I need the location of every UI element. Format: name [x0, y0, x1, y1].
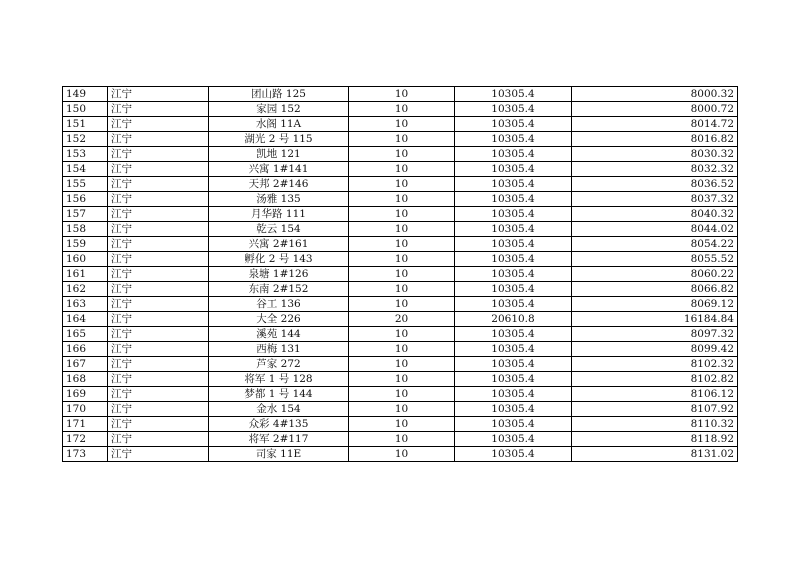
table-row: [63, 132, 738, 147]
quantity-cell: 10: [349, 342, 455, 357]
location-cell: 兴寓 2#161: [209, 237, 349, 252]
location-cell: 金水 154: [209, 402, 349, 417]
amount-cell: 10305.4: [455, 222, 572, 237]
value-cell: 8106.12: [572, 387, 738, 402]
row-number-cell: 172: [63, 432, 108, 447]
table-row: [63, 447, 738, 462]
row-number-cell: 162: [63, 282, 108, 297]
table-row: [63, 192, 738, 207]
district-cell: 江宁: [108, 192, 209, 207]
location-cell: 西梅 131: [209, 342, 349, 357]
location-cell: 团山路 125: [209, 87, 349, 102]
quantity-cell: 10: [349, 327, 455, 342]
amount-cell: 10305.4: [455, 147, 572, 162]
district-cell: 江宁: [108, 222, 209, 237]
table-row: [63, 252, 738, 267]
district-cell: 江宁: [108, 147, 209, 162]
table-row: [63, 312, 738, 327]
row-number-cell: 152: [63, 132, 108, 147]
amount-cell: 10305.4: [455, 102, 572, 117]
value-cell: 8000.72: [572, 102, 738, 117]
location-cell: 兴寓 1#141: [209, 162, 349, 177]
quantity-cell: 10: [349, 447, 455, 462]
location-cell: 凯地 121: [209, 147, 349, 162]
quantity-cell: 10: [349, 132, 455, 147]
location-cell: 芦家 272: [209, 357, 349, 372]
location-cell: 将军 1 号 128: [209, 372, 349, 387]
row-number-cell: 167: [63, 357, 108, 372]
quantity-cell: 10: [349, 117, 455, 132]
district-cell: 江宁: [108, 282, 209, 297]
location-cell: 汤雅 135: [209, 192, 349, 207]
location-cell: 家园 152: [209, 102, 349, 117]
value-cell: 8036.52: [572, 177, 738, 192]
amount-cell: 10305.4: [455, 432, 572, 447]
location-cell: 梦都 1 号 144: [209, 387, 349, 402]
value-cell: 8107.92: [572, 402, 738, 417]
amount-cell: 10305.4: [455, 177, 572, 192]
district-cell: 江宁: [108, 237, 209, 252]
row-number-cell: 153: [63, 147, 108, 162]
value-cell: 8102.82: [572, 372, 738, 387]
quantity-cell: 10: [349, 192, 455, 207]
table-row: [63, 387, 738, 402]
row-number-cell: 169: [63, 387, 108, 402]
quantity-cell: 10: [349, 267, 455, 282]
district-cell: 江宁: [108, 117, 209, 132]
district-cell: 江宁: [108, 252, 209, 267]
amount-cell: 10305.4: [455, 282, 572, 297]
row-number-cell: 161: [63, 267, 108, 282]
location-cell: 孵化 2 号 143: [209, 252, 349, 267]
table-row: [63, 297, 738, 312]
row-number-cell: 166: [63, 342, 108, 357]
value-cell: 8014.72: [572, 117, 738, 132]
table-row: [63, 402, 738, 417]
quantity-cell: 20: [349, 312, 455, 327]
row-number-cell: 168: [63, 372, 108, 387]
district-cell: 江宁: [108, 447, 209, 462]
value-cell: 8016.82: [572, 132, 738, 147]
quantity-cell: 10: [349, 207, 455, 222]
district-cell: 江宁: [108, 207, 209, 222]
district-cell: 江宁: [108, 417, 209, 432]
amount-cell: 10305.4: [455, 207, 572, 222]
location-cell: 天邦 2#146: [209, 177, 349, 192]
amount-cell: 10305.4: [455, 297, 572, 312]
data-table: [62, 86, 738, 462]
quantity-cell: 10: [349, 222, 455, 237]
district-cell: 江宁: [108, 87, 209, 102]
location-cell: 大全 226: [209, 312, 349, 327]
district-cell: 江宁: [108, 267, 209, 282]
district-cell: 江宁: [108, 177, 209, 192]
quantity-cell: 10: [349, 387, 455, 402]
amount-cell: 10305.4: [455, 192, 572, 207]
value-cell: 8000.32: [572, 87, 738, 102]
quantity-cell: 10: [349, 372, 455, 387]
table-row: [63, 237, 738, 252]
district-cell: 江宁: [108, 102, 209, 117]
value-cell: 8110.32: [572, 417, 738, 432]
table-row: [63, 102, 738, 117]
quantity-cell: 10: [349, 147, 455, 162]
district-cell: 江宁: [108, 327, 209, 342]
location-cell: 溪苑 144: [209, 327, 349, 342]
amount-cell: 10305.4: [455, 357, 572, 372]
location-cell: 谷工 136: [209, 297, 349, 312]
value-cell: 8069.12: [572, 297, 738, 312]
row-number-cell: 159: [63, 237, 108, 252]
quantity-cell: 10: [349, 102, 455, 117]
amount-cell: 10305.4: [455, 162, 572, 177]
quantity-cell: 10: [349, 237, 455, 252]
table-row: [63, 282, 738, 297]
district-cell: 江宁: [108, 297, 209, 312]
value-cell: 8102.32: [572, 357, 738, 372]
quantity-cell: 10: [349, 177, 455, 192]
quantity-cell: 10: [349, 252, 455, 267]
table-body: [63, 87, 738, 462]
amount-cell: 10305.4: [455, 252, 572, 267]
location-cell: 月华路 111: [209, 207, 349, 222]
location-cell: 众彩 4#135: [209, 417, 349, 432]
table-row: [63, 222, 738, 237]
value-cell: 8054.22: [572, 237, 738, 252]
row-number-cell: 158: [63, 222, 108, 237]
location-cell: 司家 11E: [209, 447, 349, 462]
row-number-cell: 171: [63, 417, 108, 432]
table-row: [63, 177, 738, 192]
amount-cell: 10305.4: [455, 132, 572, 147]
value-cell: 8055.52: [572, 252, 738, 267]
row-number-cell: 150: [63, 102, 108, 117]
row-number-cell: 165: [63, 327, 108, 342]
row-number-cell: 160: [63, 252, 108, 267]
quantity-cell: 10: [349, 432, 455, 447]
table-row: [63, 147, 738, 162]
district-cell: 江宁: [108, 387, 209, 402]
table-row: [63, 87, 738, 102]
location-cell: 泉塘 1#126: [209, 267, 349, 282]
district-cell: 江宁: [108, 312, 209, 327]
value-cell: 16184.84: [572, 312, 738, 327]
district-cell: 江宁: [108, 402, 209, 417]
table-row: [63, 117, 738, 132]
value-cell: 8032.32: [572, 162, 738, 177]
row-number-cell: 156: [63, 192, 108, 207]
table-row: [63, 432, 738, 447]
quantity-cell: 10: [349, 402, 455, 417]
location-cell: 东南 2#152: [209, 282, 349, 297]
amount-cell: 10305.4: [455, 387, 572, 402]
amount-cell: 10305.4: [455, 87, 572, 102]
row-number-cell: 157: [63, 207, 108, 222]
table-row: [63, 417, 738, 432]
value-cell: 8118.92: [572, 432, 738, 447]
amount-cell: 10305.4: [455, 327, 572, 342]
table-row: [63, 267, 738, 282]
value-cell: 8044.02: [572, 222, 738, 237]
row-number-cell: 151: [63, 117, 108, 132]
district-cell: 江宁: [108, 342, 209, 357]
amount-cell: 10305.4: [455, 447, 572, 462]
value-cell: 8131.02: [572, 447, 738, 462]
value-cell: 8040.32: [572, 207, 738, 222]
location-cell: 湖光 2 号 115: [209, 132, 349, 147]
location-cell: 将军 2#117: [209, 432, 349, 447]
row-number-cell: 173: [63, 447, 108, 462]
row-number-cell: 149: [63, 87, 108, 102]
amount-cell: 10305.4: [455, 117, 572, 132]
quantity-cell: 10: [349, 357, 455, 372]
table-row: [63, 207, 738, 222]
district-cell: 江宁: [108, 132, 209, 147]
table-row: [63, 372, 738, 387]
amount-cell: 10305.4: [455, 402, 572, 417]
value-cell: 8066.82: [572, 282, 738, 297]
amount-cell: 10305.4: [455, 417, 572, 432]
table-row: [63, 327, 738, 342]
amount-cell: 10305.4: [455, 237, 572, 252]
amount-cell: 10305.4: [455, 342, 572, 357]
table-row: [63, 342, 738, 357]
quantity-cell: 10: [349, 297, 455, 312]
value-cell: 8037.32: [572, 192, 738, 207]
district-cell: 江宁: [108, 432, 209, 447]
row-number-cell: 155: [63, 177, 108, 192]
value-cell: 8060.22: [572, 267, 738, 282]
amount-cell: 20610.8: [455, 312, 572, 327]
table-row: [63, 357, 738, 372]
row-number-cell: 154: [63, 162, 108, 177]
quantity-cell: 10: [349, 162, 455, 177]
amount-cell: 10305.4: [455, 267, 572, 282]
value-cell: 8099.42: [572, 342, 738, 357]
location-cell: 水阁 11A: [209, 117, 349, 132]
quantity-cell: 10: [349, 282, 455, 297]
quantity-cell: 10: [349, 417, 455, 432]
district-cell: 江宁: [108, 372, 209, 387]
row-number-cell: 163: [63, 297, 108, 312]
amount-cell: 10305.4: [455, 372, 572, 387]
district-cell: 江宁: [108, 162, 209, 177]
value-cell: 8030.32: [572, 147, 738, 162]
table-row: [63, 162, 738, 177]
value-cell: 8097.32: [572, 327, 738, 342]
location-cell: 乾云 154: [209, 222, 349, 237]
quantity-cell: 10: [349, 87, 455, 102]
row-number-cell: 164: [63, 312, 108, 327]
row-number-cell: 170: [63, 402, 108, 417]
district-cell: 江宁: [108, 357, 209, 372]
